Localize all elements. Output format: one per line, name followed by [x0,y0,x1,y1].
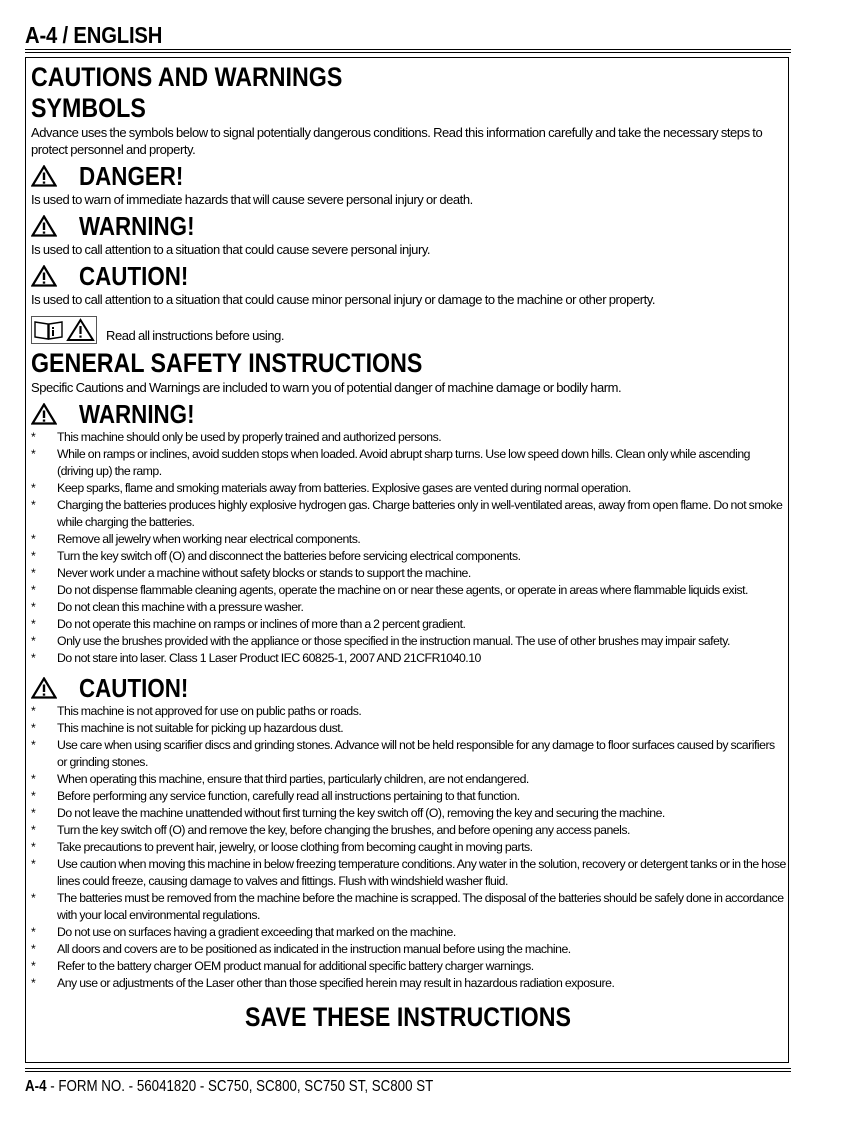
general-caution-heading [31,673,786,703]
list-item-text: Do not use on surfaces having a gradient exceeding that marked on the machine. [57,925,456,939]
list-item [31,958,786,975]
list-item [31,616,786,633]
footer-rule-double [25,1071,791,1072]
list-item-text: Do not operate this machine on ramps or inclines of more than a 2 percent gradient. [57,617,466,631]
list-item [31,788,786,805]
bullet-mark: * [31,823,36,837]
list-item-text: This machine is not suitable for picking up hazardous dust. [57,721,344,735]
list-item [31,497,786,531]
list-item [31,856,786,890]
bullet-mark: * [31,583,36,597]
read-instructions-row [31,310,786,344]
bullet-mark: * [31,789,36,803]
list-item-text: This machine should only be used by properly trained and authorized persons. [57,430,442,444]
list-item-text: This machine is not approved for use on public paths or roads. [57,704,362,718]
bullet-mark: * [31,840,36,854]
general-caution-title: CAUTION! [79,673,189,703]
list-item [31,924,786,941]
bullet-mark: * [31,857,36,871]
header-rule-double [25,52,791,53]
footer [25,1078,433,1096]
bullet-mark: * [31,772,36,786]
list-item [31,839,786,856]
list-item-text: Do not leave the machine unattended without first turning the key switch off (O), removing the key and securing the machine. [57,806,665,820]
bullet-mark: * [31,738,36,752]
footer-page-number: A-4 [25,1078,47,1095]
list-item [31,805,786,822]
list-item-text: Take precautions to prevent hair, jewelry, or loose clothing from becoming caught in moving parts. [57,840,533,854]
header-rule [25,49,791,50]
warning-triangle-icon [31,265,57,287]
list-item-text: Do not dispense flammable cleaning agents, operate the machine on or near these agents, or operate in areas where flammable liquids exist. [57,583,748,597]
caution-list [31,703,786,992]
bullet-mark: * [31,891,36,905]
section-title-cautions: CAUTIONS AND WARNINGS [31,62,343,92]
bullet-mark: * [31,566,36,580]
list-item [31,548,786,565]
bullet-mark: * [31,651,36,665]
list-item-text: Refer to the battery charger OEM product manual for additional specific battery charger warnings. [57,959,534,973]
list-item-text: Charging the batteries produces highly explosive hydrogen gas. Charge batteries only in well-ventilated areas, away from open flame. Do not smoke while charging the batteries. [57,498,783,529]
section-title-symbols: SYMBOLS [31,93,146,123]
manual-book-icon [32,317,65,343]
list-item [31,565,786,582]
list-item [31,737,786,771]
symbols-intro: Advance uses the symbols below to signal potentially dangerous conditions. Read this information carefully and take the necessary steps to protect personnel and property. [31,125,763,157]
symbol-warning-title: WARNING! [79,211,195,241]
list-item-text: The batteries must be removed from the machine before the machine is scrapped. The disposal of the batteries should be safely done in accordance with your local environmental regulations. [57,891,784,922]
content [31,62,786,992]
list-item-text: Do not stare into laser. Class 1 Laser Product IEC 60825-1, 2007 AND 21CFR1040.10 [57,651,481,665]
list-item [31,531,786,548]
bullet-mark: * [31,806,36,820]
list-item-text: Turn the key switch off (O) and disconnect the batteries before servicing electrical components. [57,549,521,563]
list-item [31,633,786,650]
list-item [31,650,786,667]
symbol-danger-title: DANGER! [79,161,184,191]
general-warning-heading [31,399,786,429]
read-instructions-text: Read all instructions before using. [106,328,285,343]
list-item [31,582,786,599]
list-item [31,599,786,616]
list-item [31,429,786,446]
bullet-mark: * [31,704,36,718]
list-item [31,446,786,480]
bullet-mark: * [31,430,36,444]
list-item-text: When operating this machine, ensure that third parties, particularly children, are not endangered. [57,772,529,786]
bullet-mark: * [31,498,36,512]
bullet-mark: * [31,549,36,563]
bullet-mark: * [31,925,36,939]
bullet-mark: * [31,721,36,735]
bullet-mark: * [31,634,36,648]
footer-form-text: - FORM NO. - 56041820 - SC750, SC800, SC750 ST, SC800 ST [46,1078,434,1095]
symbol-danger [31,161,786,191]
list-item [31,480,786,497]
symbol-caution-text: Is used to call attention to a situation that could cause minor personal injury or damage to the machine or other property. [31,292,656,307]
list-item-text: Only use the brushes provided with the appliance or those specified in the instruction manual. The use of other brushes may impair safety. [57,634,730,648]
symbol-danger-text: Is used to warn of immediate hazards that will cause severe personal injury or death. [31,192,473,207]
bullet-mark: * [31,959,36,973]
general-safety-title: GENERAL SAFETY INSTRUCTIONS [31,348,423,378]
list-item-text: All doors and covers are to be positioned as indicated in the instruction manual before using the machine. [57,942,571,956]
warning-triangle-icon [65,317,96,343]
warning-list [31,429,786,667]
manual-warning-icons [31,316,97,344]
list-item-text: Any use or adjustments of the Laser other than those specified herein may result in hazardous radiation exposure. [57,976,615,990]
list-item-text: Use care when using scarifier discs and grinding stones. Advance will not be held responsible for any damage to floor surfaces caused by scarifiers or grinding stones. [57,738,775,769]
list-item-text: While on ramps or inclines, avoid sudden stops when loaded. Avoid abrupt sharp turns. Use low speed down hills. Clean only while ascending (driving up) the ramp. [57,447,751,478]
list-item [31,822,786,839]
footer-rule [25,1068,791,1069]
list-item [31,890,786,924]
list-item [31,703,786,720]
list-item [31,771,786,788]
symbol-warning-text: Is used to call attention to a situation that could cause severe personal injury. [31,242,431,257]
list-item-text: Before performing any service function, carefully read all instructions pertaining to that function. [57,789,520,803]
symbol-caution-title: CAUTION! [79,261,189,291]
bullet-mark: * [31,942,36,956]
list-item-text: Turn the key switch off (O) and remove the key, before changing the brushes, and before opening any access panels. [57,823,630,837]
list-item-text: Never work under a machine without safety blocks or stands to support the machine. [57,566,471,580]
warning-triangle-icon [31,165,57,187]
list-item [31,720,786,737]
warning-triangle-icon [31,677,57,699]
bullet-mark: * [31,600,36,614]
warning-triangle-icon [31,403,57,425]
bullet-mark: * [31,976,36,990]
list-item-text: Remove all jewelry when working near electrical components. [57,532,361,546]
list-item-text: Keep sparks, flame and smoking materials away from batteries. Explosive gases are vented during normal operation. [57,481,631,495]
symbol-warning [31,211,786,241]
list-item [31,975,786,992]
list-item-text: Do not clean this machine with a pressure washer. [57,600,304,614]
bullet-mark: * [31,481,36,495]
list-item-text: Use caution when moving this machine in below freezing temperature conditions. Any water in the solution, recovery or detergent tanks or in the hose lines could freeze, causing damage to valves and fittings. Flush with windshield washer fluid. [57,857,786,888]
bullet-mark: * [31,532,36,546]
warning-triangle-icon [31,215,57,237]
general-warning-title: WARNING! [79,399,195,429]
general-safety-intro: Specific Cautions and Warnings are included to warn you of potential danger of machine damage or bodily harm. [31,380,622,395]
save-instructions: SAVE THESE INSTRUCTIONS [245,1002,571,1032]
bullet-mark: * [31,617,36,631]
symbol-caution [31,261,786,291]
bullet-mark: * [31,447,36,461]
list-item [31,941,786,958]
page-header-title: A-4 / ENGLISH [25,22,163,48]
